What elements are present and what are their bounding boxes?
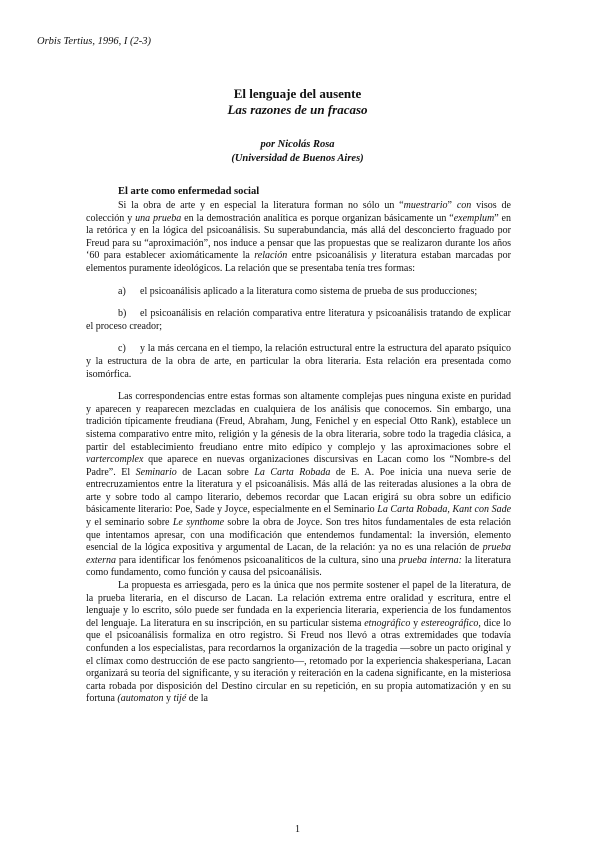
text-run: estereográfico <box>421 617 479 629</box>
text-run: vartercomplex <box>86 454 144 466</box>
text-run: Seminario <box>135 466 177 478</box>
text-run: Si la obra de arte y en especial la literatura forman no sólo un “ <box>118 200 404 211</box>
text-run: en la demostración analítica es porque organizan básicamente un “ <box>181 212 454 224</box>
article-title: El lenguaje del ausente <box>233 86 362 101</box>
text-run: sobre la obra de Joyce. Son tres hitos fundamentales de esta relación que intentamos apresar, con una modificación que entendemos fundamental: la inversión, elemento esencial de la lógica expositiva y argumental de Lacan, de la relación: ya no es una relación de <box>86 517 512 554</box>
text-run: que aparece en nuevas organizaciones discursivas en Lacan como los “Nombre-s del Padre”. El <box>86 454 511 478</box>
text-run: La Carta Robada, Kant con Sade <box>377 504 512 516</box>
author-name: por Nicolás Rosa <box>260 139 335 150</box>
section-heading: El arte como enfermedad social <box>118 186 260 197</box>
article-body <box>86 200 511 706</box>
text-run: La propuesta es arriesgada, pero es la única que nos permite sostener el papel de la literatura, de la prueba literaria, en el discurso de Lacan. La relación extrema entre oralidad y escritura, entre el lenguaje y lo escrito, sólo puede ser fundada en la experiencia literaria, experiencia de los fundamentos del lenguaje. La literatura en su inscripción, en su particular sistema <box>86 580 511 629</box>
text-run: ” en la retórica y en la lógica del psicoanálisis. Su superabundancia, más allá del desconcierto fraguado por Freud para su “aproximación”, nos induce a pensar que las propuestas que se realizaron durante los años ‘60 para establecer axiomáticamente la <box>86 212 511 262</box>
paragraph-proposal <box>86 580 511 706</box>
text-run: exemplum <box>453 212 495 224</box>
text-run: una prueba <box>135 212 182 224</box>
text-run: y <box>163 693 174 705</box>
text-run: , dice lo que el psicoanálisis formaliza en otro registro. Si Freud nos llevó a otras extremidades que todavía confunden a los especialistas, para recordarnos la organización de la tragedia —sobre un pacto original y el clímax como destrucción de ese pacto sangriento—, retomado por la experiencia shakesperiana, Lacan organizará su teoría del significante, y su iteración y reiteración en la cadena significante, en la misteriosa carta robada por disposición del Destino circular en su repetición, en su propia automatización y en su fortuna <box>86 617 511 705</box>
text-run: La Carta Robada <box>254 466 331 478</box>
list-item-label: a) <box>118 285 126 297</box>
text-run: prueba externa <box>86 542 511 566</box>
text-run: de la <box>186 693 208 705</box>
text-run: Las correspondencias entre estas formas son altamente complejas pues ninguna existe en puridad y aparecen y reaparecen mezcladas en cualquiera de los análisis que conocemos. Sin embargo, una tradición típicamente freudiana (Freud, Abraham, Jung, Fenichel y en especial Otto Rank), establece un sistema comparativo entre mito, religión y la génesis de la obra literaria, sobre todo la tragedia clásica, a partir del establecimiento freudiano entre mito edípico y complejo y las aproximaciones sobre el <box>86 391 511 453</box>
paragraph-intro <box>86 200 511 276</box>
text-run: relación <box>254 250 288 262</box>
list-item-text: y la más cercana en el tiempo, la relación estructural entre la estructura del aparato psíquico y la estructura de la obra de arte, en particular la obra literaria. Esta relación era presentada como isomórfica. <box>86 343 511 380</box>
text-run: con <box>456 200 472 211</box>
text-run: de Lacan sobre <box>176 466 255 478</box>
text-run: (automaton <box>117 693 164 705</box>
text-run: muestrario <box>403 200 448 211</box>
text-run: literatura estaban marcadas por elementos puramente ideológicos. La relación que se presentaba tenía tres formas: <box>86 250 511 274</box>
text-run: visos de colección y <box>86 200 511 224</box>
article-subtitle: Las razones de un fracaso <box>227 102 368 117</box>
text-run: tijé <box>173 693 187 705</box>
text-run: etnográfico <box>364 617 411 629</box>
text-run: entre psicoanálisis <box>287 250 372 262</box>
list-item <box>86 308 511 333</box>
text-run: Le synthome <box>172 517 225 529</box>
page-number: 1 <box>295 824 300 835</box>
paragraph-correspondences <box>86 391 511 580</box>
list-item-label: b) <box>118 308 127 320</box>
text-run: y <box>371 250 377 262</box>
list-item-text: el psicoanálisis aplicado a la literatura como sistema de prueba de sus producciones; <box>140 285 478 297</box>
text-run: y el seminario sobre <box>86 517 173 529</box>
text-run: la literatura como fundamento, como función y causa del psicoanálisis. <box>86 554 511 579</box>
list-item-text: el psicoanálisis en relación comparativa entre literatura y psicoanálisis tratando de explicar el proceso creador; <box>86 308 511 332</box>
list-item <box>86 286 511 299</box>
journal-citation: Orbis Tertius, 1996, I (2-3) <box>37 36 151 47</box>
list-item <box>86 343 511 381</box>
text-run: ” <box>447 200 457 211</box>
list-item-label: c) <box>118 343 126 355</box>
text-run: y <box>410 617 421 629</box>
text-run: de E. A. Poe inicia una nueva serie de entrecruzamientos entre la literatura y el psicoanálisis. Más allá de las reiteradas alusiones a la obra de arte y sobre todo al campo literario, debemos recordar que Lacan erigirá su obra sobre un edificio básicamente literario: Poe, Sade y Joyce, especialmente en el Seminario <box>86 466 512 516</box>
text-run: prueba interna: <box>398 554 462 566</box>
text-run: para identificar los fenómenos psicoanalíticos de la cultura, sino una <box>116 554 399 566</box>
author-affiliation: (Universidad de Buenos Aires) <box>231 153 364 164</box>
title-block <box>0 86 595 166</box>
